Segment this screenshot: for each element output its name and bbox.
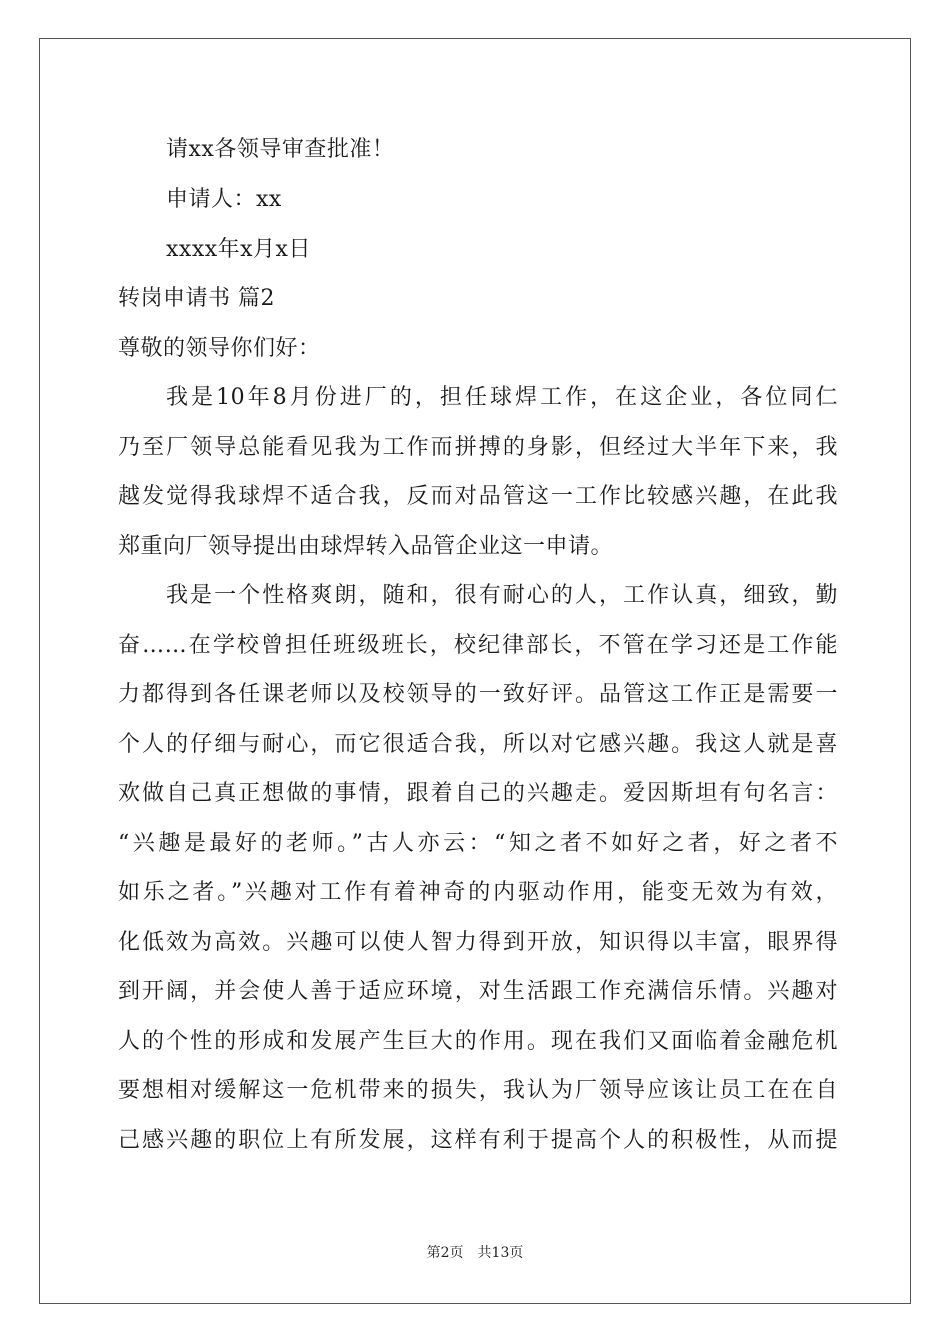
paragraph1-line: 郑重向厂领导提出由球焊转入品管企业这一申请。	[118, 534, 614, 559]
paragraph2-line: 如乐之者。”兴趣对工作有着神奇的内驱动作用，能变无效为有效，	[118, 880, 838, 905]
salutation: 尊敬的领导你们好：	[118, 336, 321, 361]
paragraph2-line: 己感兴趣的职位上有所发展，这样有利于提高个人的积极性，从而提	[118, 1128, 838, 1153]
date-line: xxxx年x月x日	[166, 237, 311, 262]
paragraph1-line: 我是10年8月份进厂的，担任球焊工作，在这企业，各位同仁	[166, 385, 838, 410]
paragraph2-line: 个人的仔细与耐心，而它很适合我，所以对它感兴趣。我这人就是喜	[118, 732, 838, 757]
paragraph2-line: 人的个性的形成和发展产生巨大的作用。现在我们又面临着金融危机	[118, 1029, 838, 1054]
approval-request-line: 请xx各领导审查批准！	[166, 137, 395, 162]
section-title: 转岗申请书 篇2	[118, 286, 275, 311]
paragraph2-line: 化低效为高效。兴趣可以使人智力得到开放，知识得以丰富，眼界得	[118, 930, 838, 955]
paragraph1-line: 乃至厂领导总能看见我为工作而拼搏的身影，但经过大半年下来，我	[118, 435, 838, 460]
paragraph2-line: 我是一个性格爽朗，随和，很有耐心的人，工作认真，细致，勤	[166, 583, 838, 608]
paragraph2-line: 到开阔，并会使人善于适应环境，对生活跟工作充满信乐情。兴趣对	[118, 979, 838, 1004]
page-border	[39, 38, 911, 1304]
paragraph2-line: 奋……在学校曾担任班级班长，校纪律部长，不管在学习还是工作能	[118, 633, 838, 658]
paragraph2-line: 要想相对缓解这一危机带来的损失，我认为厂领导应该让员工在在自	[118, 1078, 838, 1103]
paragraph2-line: 欢做自己真正想做的事情，跟着自己的兴趣走。爱因斯坦有句名言：	[118, 781, 838, 806]
applicant-line: 申请人：xx	[166, 187, 282, 212]
page-number-footer: 第2页 共13页	[426, 1245, 524, 1261]
paragraph2-line: 力都得到各任课老师以及校领导的一致好评。品管这工作正是需要一	[118, 682, 838, 707]
paragraph2-line: “兴趣是最好的老师。”古人亦云：“知之者不如好之者，好之者不	[118, 831, 838, 856]
paragraph1-line: 越发觉得我球焊不适合我，反而对品管这一工作比较感兴趣，在此我	[118, 484, 838, 509]
